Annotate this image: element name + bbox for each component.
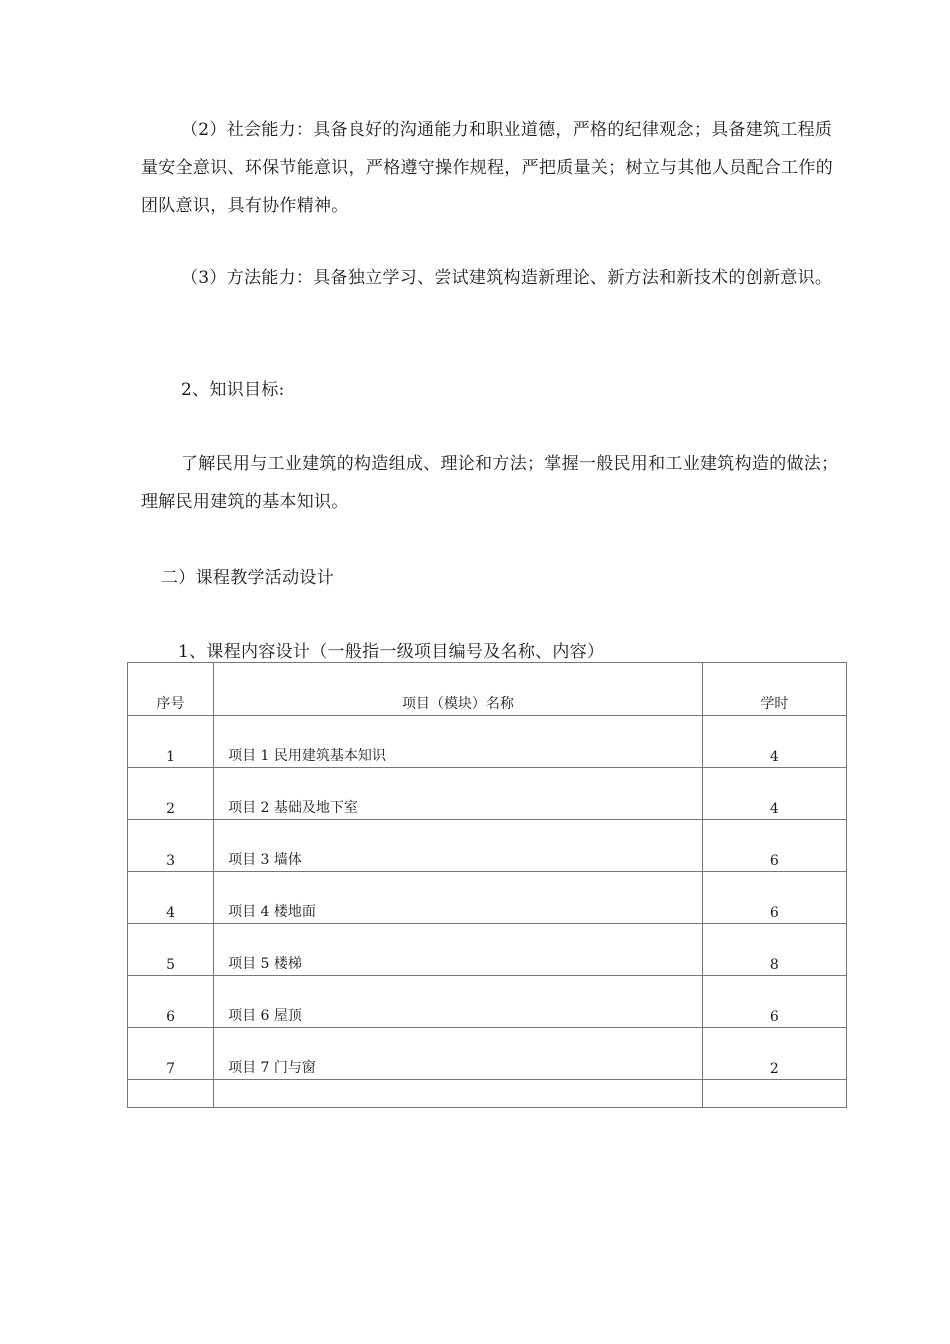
row-number: 5 <box>128 924 214 976</box>
table-row <box>128 976 847 1028</box>
row-hours: 8 <box>702 924 846 976</box>
table-row <box>128 768 847 820</box>
row-module-name: 项目 2 基础及地下室 <box>214 768 703 820</box>
content-design-heading: 1、课程内容设计（一般指一级项目编号及名称、内容） <box>178 642 605 662</box>
course-content-table <box>127 662 847 1108</box>
row-number: 6 <box>128 976 214 1028</box>
row-number: 3 <box>128 820 214 872</box>
empty-cell <box>214 1080 703 1108</box>
method-ability-paragraph: （3）方法能力：具备独立学习、尝试建筑构造新理论、新方法和新技术的创新意识。 <box>181 268 833 288</box>
row-hours: 6 <box>702 820 846 872</box>
row-number: 2 <box>128 768 214 820</box>
row-hours: 2 <box>702 1028 846 1080</box>
row-number: 7 <box>128 1028 214 1080</box>
header-module-name: 项目（模块）名称 <box>214 663 703 716</box>
table-row <box>128 872 847 924</box>
empty-cell <box>702 1080 846 1108</box>
row-module-name: 项目 1 民用建筑基本知识 <box>214 716 703 768</box>
row-module-name: 项目 4 楼地面 <box>214 872 703 924</box>
row-module-name: 项目 5 楼梯 <box>214 924 703 976</box>
social-ability-paragraph: （2）社会能力：具备良好的沟通能力和职业道德，严格的纪律观念；具备建筑工程质量安全意识、环保节能意识，严格遵守操作规程，严把质量关；树立与其他人员配合工作的团队意识，具有协作精神。 <box>141 120 833 216</box>
table-row <box>128 924 847 976</box>
row-hours: 4 <box>702 768 846 820</box>
row-module-name: 项目 6 屋顶 <box>214 976 703 1028</box>
row-number: 1 <box>128 716 214 768</box>
table-row <box>128 716 847 768</box>
header-hours: 学时 <box>702 663 846 716</box>
header-number: 序号 <box>128 663 214 716</box>
empty-cell <box>128 1080 214 1108</box>
row-module-name: 项目 3 墙体 <box>214 820 703 872</box>
knowledge-goal-heading: 2、知识目标: <box>181 380 285 400</box>
row-hours: 6 <box>702 976 846 1028</box>
knowledge-content-paragraph: 了解民用与工业建筑的构造组成、理论和方法；掌握一般民用和工业建筑构造的做法；理解民用建筑的基本知识。 <box>141 454 839 512</box>
row-hours: 4 <box>702 716 846 768</box>
table-row <box>128 1028 847 1080</box>
row-hours: 6 <box>702 872 846 924</box>
row-module-name: 项目 7 门与窗 <box>214 1028 703 1080</box>
activity-design-heading: 二）课程教学活动设计 <box>161 568 334 588</box>
row-number: 4 <box>128 872 214 924</box>
table-header-row <box>128 663 847 716</box>
table-row <box>128 820 847 872</box>
table-row-empty <box>128 1080 847 1108</box>
